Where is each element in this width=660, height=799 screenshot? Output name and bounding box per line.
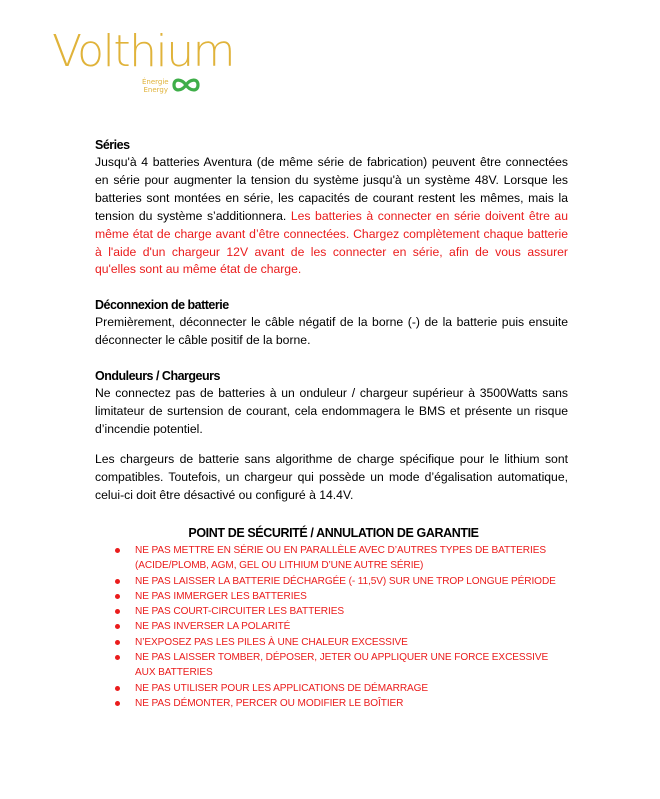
list-item bbox=[95, 681, 568, 696]
safety-title: POINT DE SÉCURITÉ / ANNULATION DE GARANTIE bbox=[188, 526, 479, 540]
safety-list bbox=[95, 543, 568, 711]
safety-item-text: NE PAS LAISSER LA BATTERIE DÉCHARGÉE (- 11,5V) SUR UNE TROP LONGUE PÉRIODE bbox=[135, 575, 556, 587]
inverters-paragraph-1: Ne connectez pas de batteries à un onduleur / chargeur supérieur à 3500Watts sans limitateur de surtension de courant, cela endommagera le BMS et présente un risque d’incendie potentiel. bbox=[95, 386, 568, 436]
safety-item-text: NE PAS METTRE EN SÉRIE OU EN PARALLÈLE AVEC D’AUTRES TYPES DE BATTERIES (ACIDE/PLOMB, AGM, GEL OU LITHIUM D’UNE AUTRE SÉRIE) bbox=[135, 545, 546, 572]
section-title-series: Séries bbox=[95, 138, 130, 152]
series-text: Jusqu'à 4 batteries Aventura (de même série de fabrication) peuvent être connectées en série pour augmenter la tension du système jusqu'à un système 48V. Lorsque les batteries sont montées en série, les capacités de courant restent les mêmes, mais la tension du système s’additionnera. bbox=[95, 155, 568, 223]
list-item bbox=[95, 696, 568, 711]
bullet-icon bbox=[115, 579, 120, 584]
bullet-icon bbox=[115, 655, 120, 660]
section-inverters bbox=[95, 368, 568, 504]
bullet-icon bbox=[115, 686, 120, 691]
section-disconnect bbox=[95, 297, 568, 350]
list-item bbox=[95, 604, 568, 619]
bullet-icon bbox=[115, 594, 120, 599]
list-item bbox=[95, 619, 568, 634]
safety-item-text: NE PAS COURT-CIRCUITER LES BATTERIES bbox=[135, 606, 344, 618]
list-item bbox=[95, 543, 568, 574]
safety-item-text: NE PAS UTILISER POUR LES APPLICATIONS DE DÉMARRAGE bbox=[135, 682, 429, 694]
safety-warranty-block bbox=[95, 525, 568, 711]
series-paragraph bbox=[95, 154, 568, 279]
safety-item-text: NE PAS LAISSER TOMBER, DÉPOSER, JETER OU APPLIQUER UNE FORCE EXCESSIVE AUX BATTERIES bbox=[135, 652, 549, 679]
bullet-icon bbox=[115, 609, 120, 614]
infinity-icon bbox=[170, 74, 202, 96]
logo-tagline bbox=[142, 78, 168, 94]
safety-item-text: N’EXPOSEZ PAS LES PILES À UNE CHALEUR EXCESSIVE bbox=[135, 636, 408, 648]
list-item bbox=[95, 635, 568, 650]
brand-logo bbox=[52, 26, 234, 100]
section-title-disconnect: Déconnexion de batterie bbox=[95, 298, 229, 313]
paragraph-gap bbox=[95, 439, 568, 451]
logo-tagline-fr: Énergie bbox=[142, 78, 169, 86]
safety-item-text: NE PAS INVERSER LA POLARITÉ bbox=[135, 621, 291, 633]
list-item bbox=[95, 589, 568, 604]
bullet-icon bbox=[115, 701, 120, 706]
series-warning-text: Les batteries à connecter en série doivent être au même état de charge avant d’être connectées. Chargez complètement chaque batterie à l'aide d'un chargeur 12V avant de les connecter en série, afin de vous assurer qu'elles sont au même état de charge. bbox=[95, 208, 568, 277]
section-series bbox=[95, 137, 568, 279]
bullet-icon bbox=[115, 640, 120, 645]
safety-item-text: NE PAS DÉMONTER, PERCER OU MODIFIER LE BOÎTIER bbox=[135, 697, 404, 709]
list-item bbox=[95, 650, 568, 681]
section-title-inverters: Onduleurs / Chargeurs bbox=[95, 369, 220, 384]
logo-tagline-en: Energy bbox=[143, 86, 168, 94]
safety-item-text: NE PAS IMMERGER LES BATTERIES bbox=[135, 590, 307, 602]
logo-wordmark: Volthium bbox=[52, 26, 234, 77]
document-body bbox=[95, 137, 568, 523]
bullet-icon bbox=[115, 548, 120, 553]
inverters-paragraph-2: Les chargeurs de batterie sans algorithme de charge spécifique pour le lithium sont compatibles. Toutefois, un chargeur qui possède un mode d’égalisation automatique, celui-ci doit être désactivé ou configuré à 14.4V. bbox=[95, 451, 568, 502]
list-item bbox=[95, 574, 568, 589]
disconnect-paragraph: Premièrement, déconnecter le câble négatif de la borne (-) de la batterie puis ensuite déconnecter le câble positif de la borne. bbox=[95, 315, 568, 348]
bullet-icon bbox=[115, 624, 120, 629]
